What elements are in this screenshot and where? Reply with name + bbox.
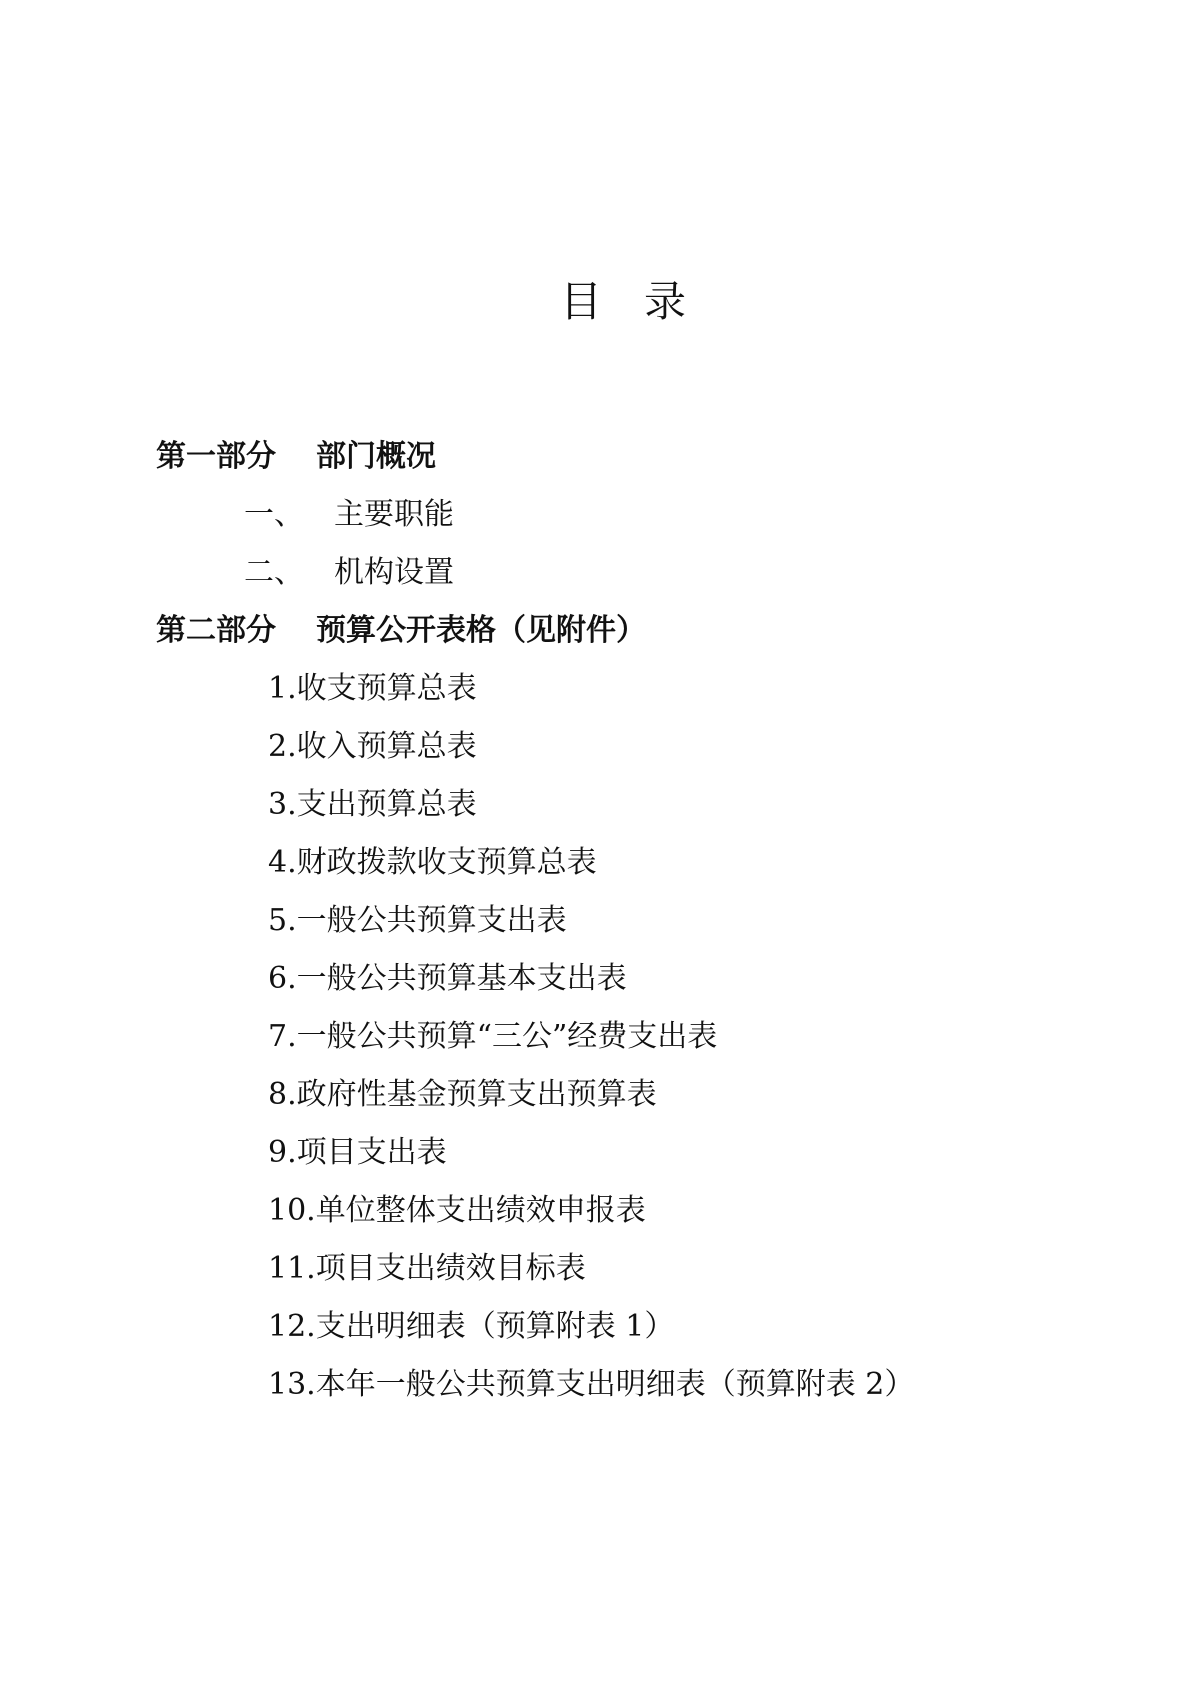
toc-item-7: 7.一般公共预算“三公”经费支出表 bbox=[268, 1019, 718, 1054]
part-1-heading bbox=[156, 437, 436, 477]
toc-title-char-2: 录 bbox=[644, 277, 687, 326]
toc-item-6: 6.一般公共预算基本支出表 bbox=[268, 961, 627, 996]
section-number: 一、 bbox=[244, 497, 304, 532]
toc-title-char-1: 目 bbox=[560, 277, 603, 326]
toc-item-2: 2.收入预算总表 bbox=[268, 729, 477, 764]
part-1-title: 部门概况 bbox=[316, 439, 436, 474]
part-1-section-1 bbox=[244, 495, 454, 535]
part-1-label: 第一部分 bbox=[156, 439, 276, 474]
section-title: 主要职能 bbox=[334, 497, 454, 532]
toc-item-11: 11.项目支出绩效目标表 bbox=[268, 1251, 586, 1286]
toc-item-1: 1.收支预算总表 bbox=[268, 671, 477, 706]
part-2-title: 预算公开表格（见附件） bbox=[316, 613, 646, 648]
toc-item-3: 3.支出预算总表 bbox=[268, 787, 477, 822]
toc-item-9: 9.项目支出表 bbox=[268, 1135, 447, 1170]
toc-item-8: 8.政府性基金预算支出预算表 bbox=[268, 1077, 657, 1112]
part-1-section-2 bbox=[244, 553, 454, 593]
part-2-label: 第二部分 bbox=[156, 613, 276, 648]
toc-item-12: 12.支出明细表（预算附表 1） bbox=[268, 1309, 675, 1344]
toc-item-13: 13.本年一般公共预算支出明细表（预算附表 2） bbox=[268, 1367, 915, 1402]
toc-item-5: 5.一般公共预算支出表 bbox=[268, 903, 567, 938]
toc-item-10: 10.单位整体支出绩效申报表 bbox=[268, 1193, 646, 1228]
part-2-heading bbox=[156, 611, 646, 651]
toc-item-4: 4.财政拨款收支预算总表 bbox=[268, 845, 597, 880]
toc-title bbox=[560, 277, 686, 327]
section-number: 二、 bbox=[244, 555, 304, 590]
section-title: 机构设置 bbox=[334, 555, 454, 590]
